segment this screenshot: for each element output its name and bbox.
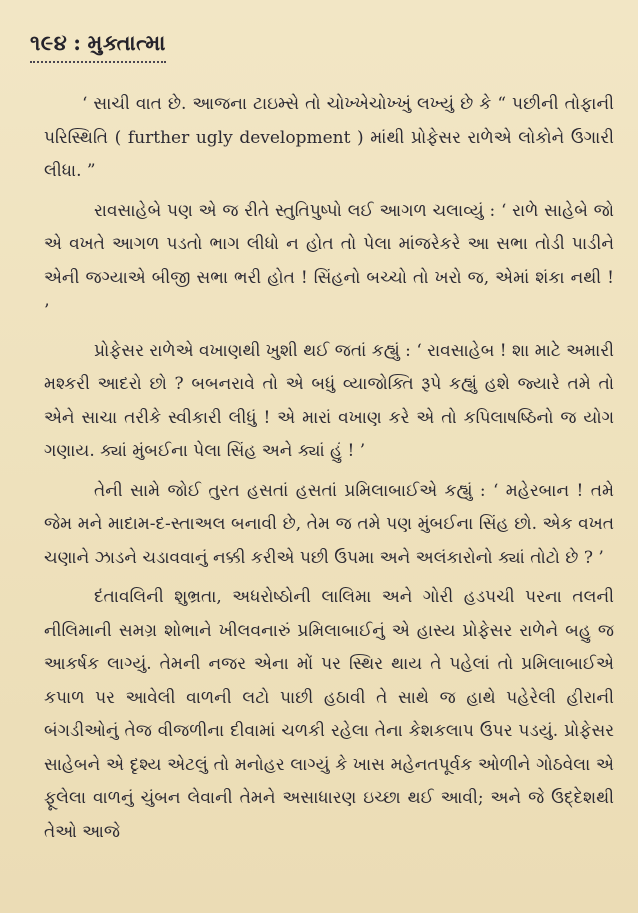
paragraph-1: ‘ સાચી વાત છે. આજના ટાઇમ્સે તો ચોખ્ખેચોખ્ખું લખ્યું છે કે “ પછીની તોફાની પરિસ્થિતિ ( further ugly development ) માંથી પ્રોફેસર રાળેએ લોકોને ઉગારી લીધા. ”	[44, 94, 614, 181]
paragraph-4: તેની સામે જોઈ તુરત હસતાં હસતાં પ્રમિલાબાઈએ કહ્યું : ‘ મહેરબાન ! તમે જેમ મને માદામ-દ-સ્તાઅલ બનાવી છે, તેમ જ તમે પણ મુંબઈના સિંહ છો. એક વખત ચણાને ઝાડને ચડાવવાનું નક્કી કરીએ પછી ઉપમા અને અલંકારોનો ક્યાં તોટો છે ? ’	[44, 480, 614, 568]
running-header	[30, 30, 166, 56]
paragraph-2: રાવસાહેબે પણ એ જ રીતે સ્તુતિપુષ્પો લઈ આગળ ચલાવ્યું : ‘ રાળે સાહેબે જો એ વખતે આગળ પડતો ભાગ લીધો ન હોત તો પેલા માંજરેકરે આ સભા તોડી પાડીને એની જગ્યાએ બીજી સભા ભરી હોત ! સિંહનો બચ્ચો તો ખરો જ, એમાં શંકા નથી ! ’	[44, 200, 614, 321]
book-title: મુક્તાત્મા	[87, 30, 166, 55]
page-number: ૧૯૪	[30, 30, 68, 55]
page-body	[44, 88, 614, 855]
header-separator: :	[73, 30, 82, 55]
paragraph-3: પ્રોફેસર રાળેએ વખાણથી ખુશી થઈ જતાં કહ્યું : ‘ રાવસાહેબ ! શા માટે અમારી મશ્કરી આદરો છો ? બબનરાવે તો એ બધું વ્યાજોક્તિ રૂપે કહ્યું હશે જ્યારે તમે તો એને સાચા તરીકે સ્વીકારી લીધું ! એ મારાં વખાણ કરે એ તો કપિલાષષ્ઠિનો જ યોગ ગણાય. ક્યાં મુંબઈના પેલા સિંહ અને ક્યાં હું ! ’	[44, 340, 614, 461]
paragraph-5: દંતાવલિની શુભ્રતા, અધરોષ્ઠોની લાલિમા અને ગોરી હડપચી પરના તલની નીલિમાની સમગ્ર શોભાને ખીલવનારું પ્રમિલાબાઈનું એ હાસ્ય પ્રોફેસર રાળેને બહુ જ આકર્ષક લાગ્યું. તેમની નજર એના મોં પર સ્થિર થાય તે પહેલાં તો પ્રમિલાબાઈએ કપાળ પર આવેલી વાળની લટો પાછી હઠાવી તે સાથે જ હાથે પહેરેલી હીરાની બંગડીઓનું તેજ વીજળીના દીવામાં ચળકી રહેલા તેના કેશકલાપ ઉપર પડયું. પ્રોફેસર સાહેબને એ દૃશ્ય એટલું તો મનોહર લાગ્યું કે ખાસ મહેનતપૂર્વક ઓળીને ગોઠવેલા એ ફૂલેલા વાળનું ચુંબન લેવાની તેમને અસાધારણ ઇચ્છા થઈ આવી; અને જે ઉદ્દેશથી તેઓ આજે	[44, 587, 614, 842]
